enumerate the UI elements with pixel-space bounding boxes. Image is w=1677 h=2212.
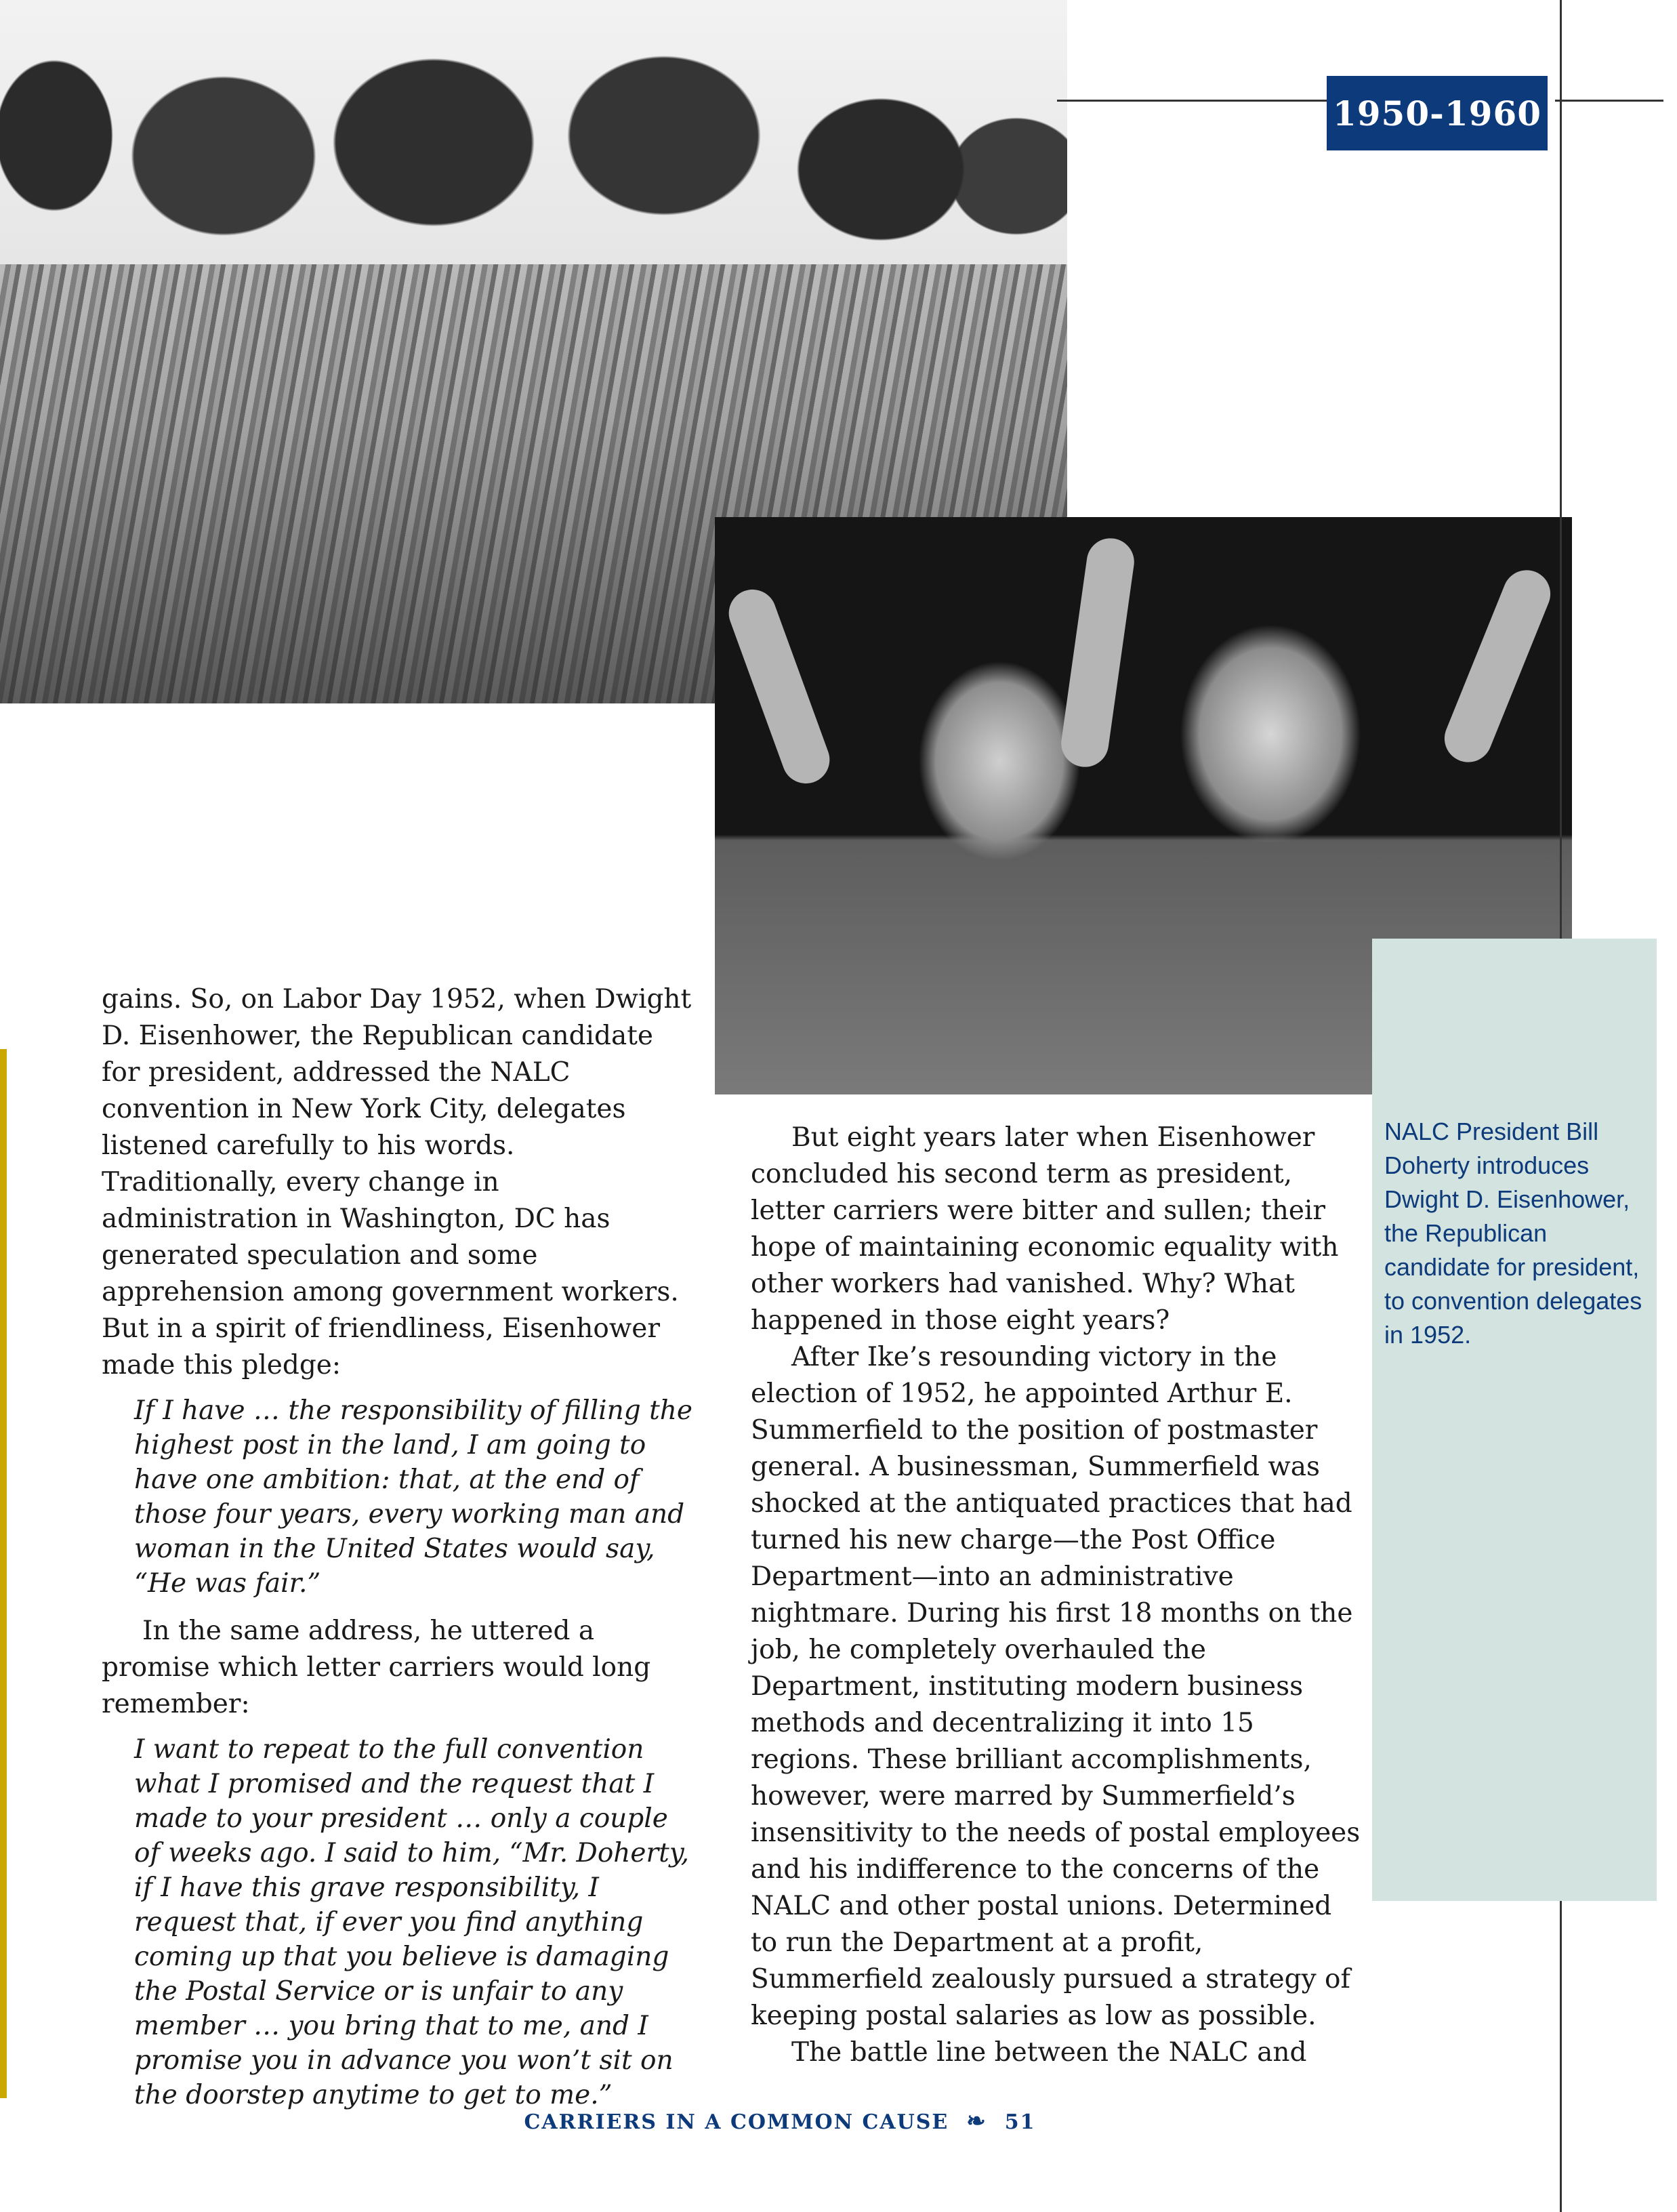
left-accent-bar — [0, 1049, 7, 2098]
caption-panel — [1372, 939, 1657, 1901]
raised-arm-right — [1437, 563, 1557, 769]
photo-caption: NALC President Bill Doherty introduces Dwight D. Eisenhower, the Republican candidate for president, to convention delegates in 1952. — [1384, 1118, 1642, 1349]
raised-arm-center — [1058, 535, 1138, 770]
tree-line — [0, 0, 1067, 264]
header-rule-left — [1057, 100, 1335, 102]
right-text-column — [751, 1120, 1361, 2071]
eisenhower-pledge-quote: If I have … the responsibility of filling the highest post in the land, I am going to have one ambition: that, at the end of those four years, every working man and woman in the United States would say, “He was fair.” — [134, 1395, 692, 1599]
left-paragraph-1: gains. So, on Labor Day 1952, when Dwight D. Eisenhower, the Republican candidate for president, addressed the NALC convention in New York City, delegates listened carefully to his words. Traditionally, every change in administration in Washington, DC has generated speculation and some apprehension among government workers. But in a spirit of friendliness, Eisenhower made this pledge: — [102, 984, 692, 1380]
leaf-ornament-icon: ❧ — [966, 2108, 987, 2135]
page-footer — [0, 2108, 1560, 2135]
raised-arm-left — [722, 583, 836, 790]
footer-book-title: CARRIERS IN A COMMON CAUSE — [524, 2110, 949, 2134]
header-rule-right — [1555, 100, 1663, 102]
right-paragraph-3: The battle line between the NALC and — [791, 2037, 1307, 2068]
eisenhower-promise-quote: I want to repeat to the full convention what I promised and the request that I made to your president … only a couple of weeks ago. I said to him, “Mr. Doherty, if I have this grave responsibility, I request that, if ever you find anything coming up that you believe is damaging the Postal Service or is unfair to any member … you bring that to me, and I promise you in advance you won’t sit on the doorstep anytime to get to me.” — [134, 1734, 690, 2110]
left-text-column — [102, 981, 695, 2125]
right-paragraph-1: But eight years later when Eisenhower concluded his second term as president, letter carriers were bitter and sullen; their hope of maintaining economic equality with other workers had vanished. Why? What happened in those eight years? — [751, 1122, 1339, 1336]
right-paragraph-2: After Ike’s resounding victory in the election of 1952, he appointed Arthur E. Summerfield to the position of postmaster general. A businessman, Summerfield was shocked at the antiquated practices that had turned his new charge—the Post Office Department—into an administrative nightmare. During his first 18 months on the job, he completely overhauled the Department, instituting modern business methods and decentralizing it into 15 regions. These brilliant accomplishments, however, were marred by Summerfield’s insensitivity to the needs of postal employees and his indifference to the concerns of the NALC and other postal unions. Determined to run the Department at a profit, Summerfield zealously pursued a strategy of keeping postal salaries as low as possible. — [751, 1342, 1361, 2031]
date-range-badge: 1950-1960 — [1327, 76, 1548, 150]
left-paragraph-2: In the same address, he uttered a promise which letter carriers would long remember: — [102, 1616, 651, 1719]
page-number: 51 — [1004, 2110, 1036, 2134]
